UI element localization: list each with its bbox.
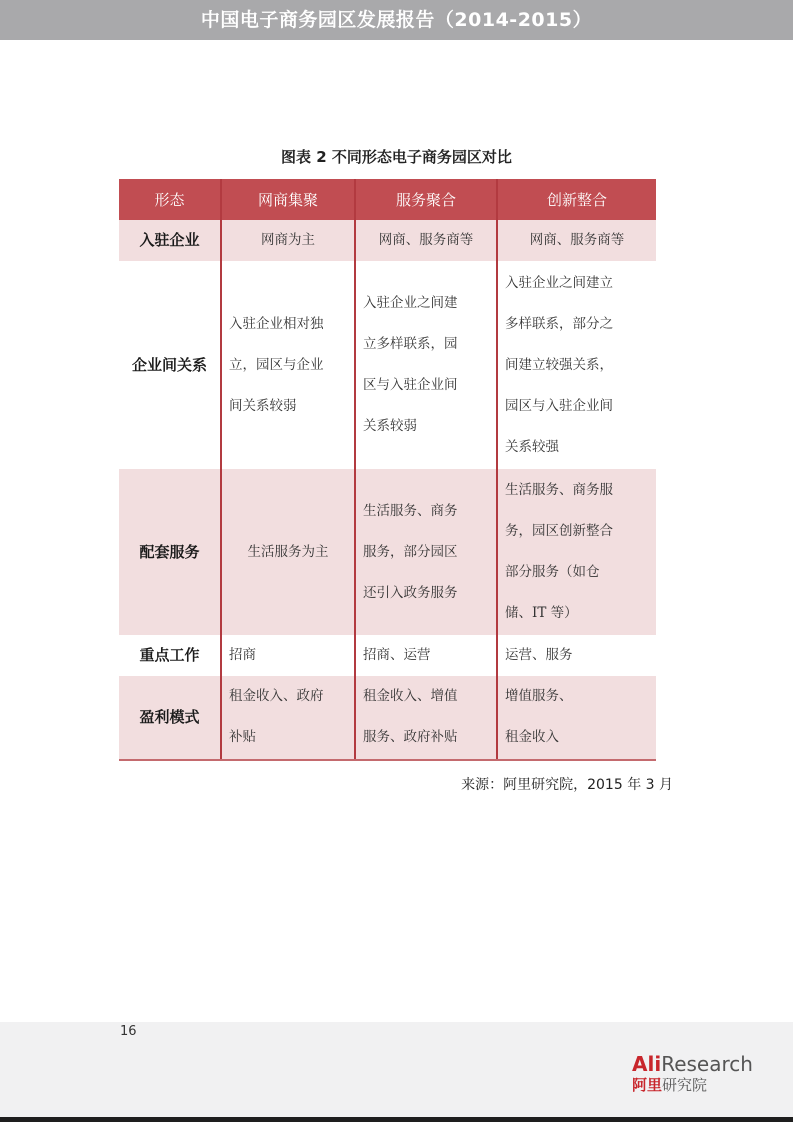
cell-line: 储、IT 等） bbox=[505, 605, 578, 621]
logo-wordmark bbox=[632, 1052, 753, 1076]
page-number: 16 bbox=[120, 1024, 137, 1039]
cell-line: 生活服务为主 bbox=[247, 543, 329, 560]
cell-line: 入驻企业之间建立 bbox=[505, 274, 613, 291]
row-label-key-work: 重点工作 bbox=[119, 635, 221, 676]
column-header-innovation-integration: 创新整合 bbox=[497, 179, 656, 220]
table-cell bbox=[355, 261, 497, 469]
cell-line: 生活服务、商务 bbox=[363, 502, 458, 519]
column-header-service-aggregation: 服务聚合 bbox=[355, 179, 497, 220]
table-cell bbox=[355, 676, 497, 760]
table-cell: 招商、运营 bbox=[355, 635, 497, 676]
aliresearch-logo bbox=[632, 1052, 777, 1096]
table-row bbox=[119, 676, 656, 760]
cell-line: 服务，部分园区 bbox=[363, 543, 458, 560]
table-cell bbox=[221, 469, 355, 635]
logo-ali-text: Ali bbox=[632, 1052, 662, 1076]
cell-line: 园区与入驻企业间 bbox=[505, 397, 613, 414]
table-row bbox=[119, 469, 656, 635]
table-cell: 网商、服务商等 bbox=[497, 220, 656, 261]
table-row bbox=[119, 261, 656, 469]
column-header-form: 形态 bbox=[119, 179, 221, 220]
cell-line: 部分服务（如仓 bbox=[505, 564, 600, 580]
cell-line: 增值服务、 bbox=[505, 688, 573, 704]
cell-line: 租金收入、政府 bbox=[229, 688, 324, 704]
table-cell: 网商、服务商等 bbox=[355, 220, 497, 261]
logo-chinese bbox=[632, 1076, 707, 1095]
table-cell bbox=[355, 469, 497, 635]
cell-line: 入驻企业相对独 bbox=[229, 315, 324, 332]
report-title: 中国电子商务园区发展报告（2014-2015） bbox=[200, 9, 593, 31]
table-row bbox=[119, 220, 656, 261]
source-note: 来源：阿里研究院，2015 年 3 月 bbox=[461, 777, 673, 793]
cell-line: 立，园区与企业 bbox=[229, 356, 324, 373]
cell-line: 间关系较弱 bbox=[229, 397, 297, 414]
logo-cn-ali: 阿里 bbox=[632, 1076, 663, 1094]
cell-line: 租金收入 bbox=[505, 729, 559, 745]
row-label-supporting-services: 配套服务 bbox=[119, 469, 221, 635]
bottom-rule bbox=[0, 1117, 793, 1122]
cell-line: 间建立较强关系， bbox=[505, 356, 613, 373]
cell-line: 立多样联系，园 bbox=[363, 336, 458, 352]
table-cell: 招商 bbox=[221, 635, 355, 676]
table-cell bbox=[497, 676, 656, 760]
logo-cn-institute: 研究院 bbox=[662, 1076, 708, 1094]
cell-line: 还引入政务服务 bbox=[363, 584, 458, 601]
table-cell bbox=[497, 469, 656, 635]
table-row bbox=[119, 635, 656, 676]
row-label-profit-model: 盈利模式 bbox=[119, 676, 221, 760]
logo-research-text: Research bbox=[661, 1052, 753, 1076]
table-caption: 图表 2 不同形态电子商务园区对比 bbox=[281, 148, 512, 166]
cell-line: 关系较强 bbox=[505, 438, 559, 455]
cell-line: 多样联系，部分之 bbox=[505, 315, 613, 332]
table-cell: 运营、服务 bbox=[497, 635, 656, 676]
cell-line: 入驻企业之间建 bbox=[363, 295, 458, 311]
table-cell: 网商为主 bbox=[221, 220, 355, 261]
cell-line: 务，园区创新整合 bbox=[505, 523, 613, 539]
cell-line: 区与入驻企业间 bbox=[363, 377, 458, 393]
table-cell bbox=[221, 261, 355, 469]
column-header-merchant-cluster: 网商集聚 bbox=[221, 179, 355, 220]
cell-line: 服务、政府补贴 bbox=[363, 729, 458, 745]
table-cell bbox=[497, 261, 656, 469]
row-label-inter-enterprise-relations: 企业间关系 bbox=[119, 261, 221, 469]
row-label-resident-enterprises: 入驻企业 bbox=[119, 220, 221, 261]
table-cell bbox=[221, 676, 355, 760]
cell-line: 生活服务、商务服 bbox=[505, 482, 613, 498]
cell-line: 关系较弱 bbox=[363, 418, 417, 434]
cell-line: 租金收入、增值 bbox=[363, 688, 458, 704]
comparison-table bbox=[119, 179, 656, 761]
cell-line: 补贴 bbox=[229, 729, 256, 745]
